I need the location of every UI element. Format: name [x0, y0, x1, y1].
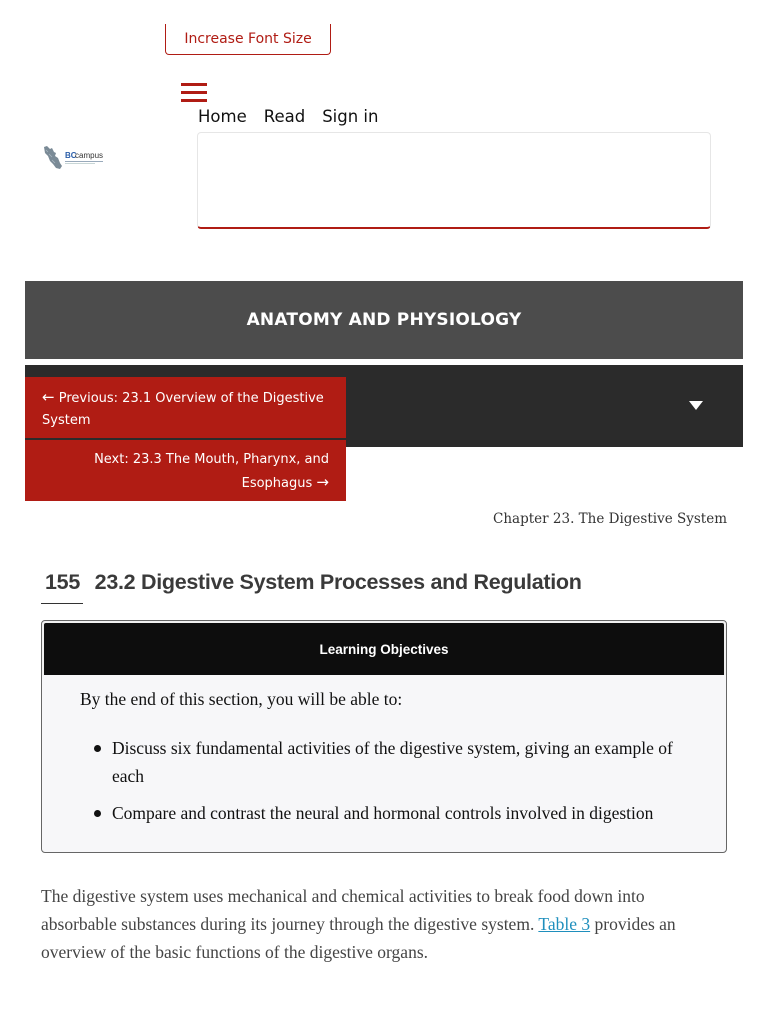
- body-text-before: The digestive system uses mechanical and chemical activities to break food down into absorbable substances during its journey through the digestive system.: [41, 886, 645, 934]
- section-title: [45, 570, 582, 595]
- bccampus-logo-graphic: [42, 144, 106, 172]
- nav-sign-in-link[interactable]: Sign in: [322, 107, 379, 126]
- learning-objectives-list: [112, 734, 702, 836]
- section-title-text: 23.2 Digestive System Processes and Regulation: [94, 570, 582, 594]
- list-item: Discuss six fundamental activities of the digestive system, giving an example of each: [112, 734, 702, 790]
- body-text-after: provides an overview of the basic functions of the digestive organs.: [41, 914, 676, 962]
- menu-hamburger-icon[interactable]: [181, 83, 208, 102]
- primary-nav: [198, 107, 378, 126]
- book-title[interactable]: ANATOMY AND PHYSIOLOGY: [246, 310, 522, 330]
- nav-home-link[interactable]: Home: [198, 107, 247, 126]
- next-chapter-label: Next: 23.3 The Mouth, Pharynx, and Esophagus: [94, 452, 329, 491]
- list-item: Compare and contrast the neural and hormonal controls involved in digestion: [112, 799, 702, 827]
- table-3-link[interactable]: Table 3: [538, 914, 591, 934]
- chapter-label: Chapter 23. The Digestive System: [493, 511, 727, 527]
- next-chapter-button[interactable]: [25, 440, 346, 501]
- toc-dropdown-icon[interactable]: [689, 401, 703, 410]
- nav-read-link[interactable]: Read: [263, 107, 306, 126]
- previous-chapter-label: Previous: 23.1 Overview of the Digestive System: [42, 391, 324, 428]
- body-paragraph: [41, 882, 711, 966]
- search-area[interactable]: [197, 132, 711, 229]
- learning-objectives-box: [41, 620, 727, 853]
- bccampus-logo[interactable]: [42, 144, 106, 172]
- learning-objectives-heading: Learning Objectives: [42, 621, 726, 675]
- increase-font-size-button[interactable]: Increase Font Size: [165, 24, 331, 55]
- previous-chapter-button[interactable]: [25, 377, 346, 438]
- arrow-right-icon: →: [316, 473, 329, 491]
- learning-objectives-intro: By the end of this section, you will be able to:: [80, 689, 403, 709]
- svg-text:campus: campus: [75, 151, 104, 160]
- section-number: 155: [45, 570, 80, 594]
- book-title-bar: [25, 281, 743, 359]
- arrow-left-icon: ←: [42, 388, 55, 406]
- svg-text:BC: BC: [65, 151, 77, 160]
- title-underline: [41, 603, 83, 604]
